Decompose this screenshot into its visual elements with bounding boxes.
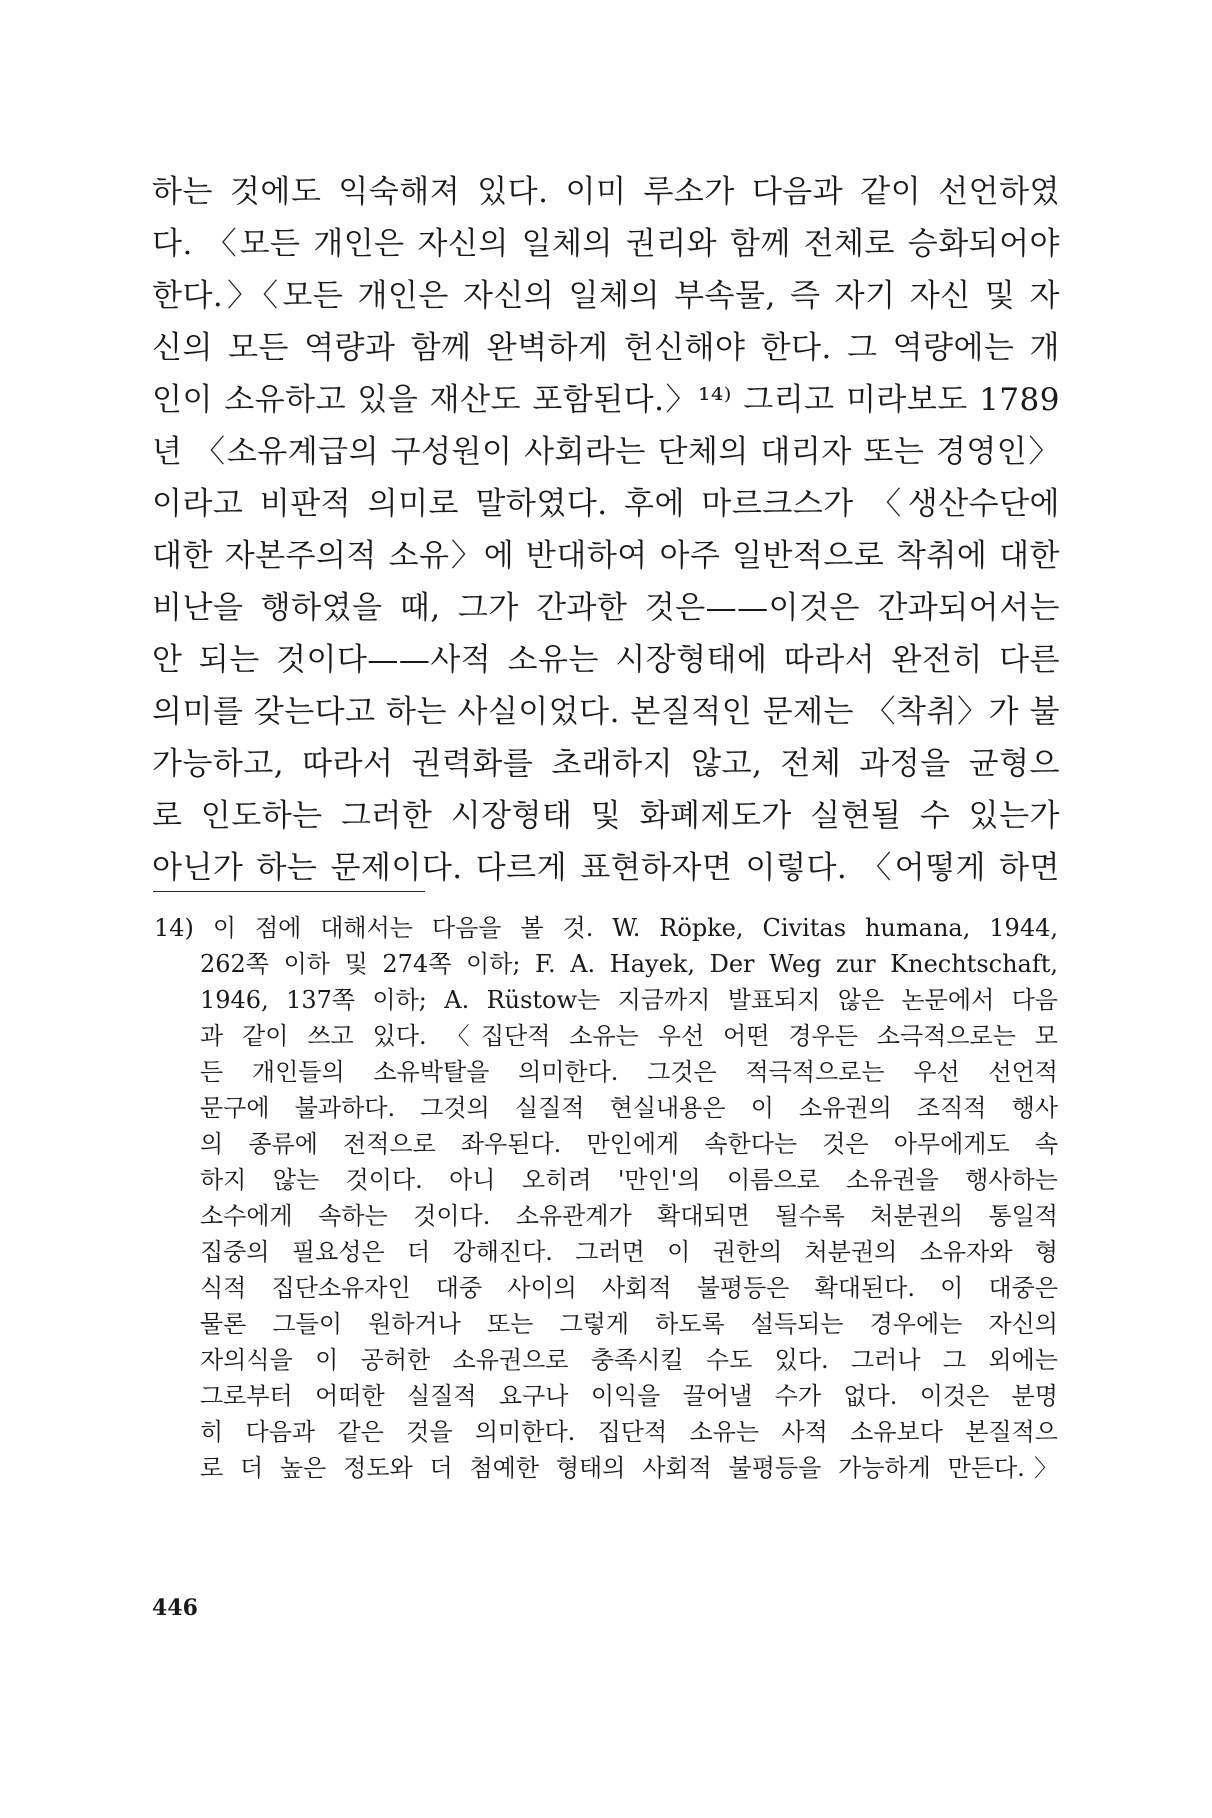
footnote-line: 과 같이 쓰고 있다. 〈집단적 소유는 우선 어떤 경우든 소극적으로는 모 [200, 1022, 1058, 1050]
footnote-line: 14) 이 점에 대해서는 다음을 볼 것. W. Röpke, Civitas humana, 1944, [154, 914, 1058, 942]
footnote-line: 소수에게 속하는 것이다. 소유관계가 확대되면 될수록 처분권의 통일적 [200, 1202, 1058, 1230]
footnote-line: 식적 집단소유자인 대중 사이의 사회적 불평등은 확대된다. 이 대중은 [200, 1274, 1058, 1302]
body-line: 신의 모든 역량과 함께 완벽하게 헌신해야 한다. 그 역량에는 개 [152, 330, 1060, 366]
footnote-line: 든 개인들의 소유박탈을 의미한다. 그것은 적극적으로는 우선 선언적 [200, 1058, 1058, 1086]
footnote-separator [153, 891, 425, 892]
body-line: 이라고 비판적 의미로 말하였다. 후에 마르크스가 〈생산수단에 [152, 486, 1060, 522]
footnote-line: 하지 않는 것이다. 아니 오히려 '만인'의 이름으로 소유권을 행사하는 [200, 1166, 1058, 1194]
body-line: 로 인도하는 그러한 시장형태 및 화폐제도가 실현될 수 있는가 [152, 798, 1060, 834]
body-line: 아닌가 하는 문제이다. 다르게 표현하자면 이렇다. 〈어떻게 하면 [152, 850, 1060, 886]
page-number: 446 [152, 1595, 198, 1621]
footnote-line: 로 더 높은 정도와 더 첨예한 형태의 사회적 불평등을 가능하게 만든다.〉 [200, 1454, 1058, 1482]
body-line: 가능하고, 따라서 권력화를 초래하지 않고, 전체 과정을 균형으 [152, 746, 1060, 782]
body-line: 하는 것에도 익숙해져 있다. 이미 루소가 다음과 같이 선언하였 [152, 174, 1060, 210]
footnote-line: 1946, 137쪽 이하; A. Rüstow는 지금까지 발표되지 않은 논문에서 다음 [200, 986, 1058, 1014]
footnote-line: 히 다음과 같은 것을 의미한다. 집단적 소유는 사적 소유보다 본질적으 [200, 1418, 1058, 1446]
footnote-line: 집중의 필요성은 더 강해진다. 그러면 이 권한의 처분권의 소유자와 형 [200, 1238, 1058, 1266]
footnote-line: 그로부터 어떠한 실질적 요구나 이익을 끌어낼 수가 없다. 이것은 분명 [200, 1382, 1058, 1410]
footnote-line: 262쪽 이하 및 274쪽 이하; F. A. Hayek, Der Weg zur Knechtschaft, [200, 950, 1058, 978]
body-line: 안 되는 것이다——사적 소유는 시장형태에 따라서 완전히 다른 [152, 642, 1060, 678]
body-line: 년 〈소유계급의 구성원이 사회라는 단체의 대리자 또는 경영인〉 [152, 434, 1060, 470]
body-line: 의미를 갖는다고 하는 사실이었다. 본질적인 문제는 〈착취〉가 불 [152, 694, 1060, 730]
footnote-line: 물론 그들이 원하거나 또는 그렇게 하도록 설득되는 경우에는 자신의 [200, 1310, 1058, 1338]
body-line: 비난을 행하였을 때, 그가 간과한 것은——이것은 간과되어서는 [152, 590, 1060, 626]
body-line: 다. 〈모든 개인은 자신의 일체의 권리와 함께 전체로 승화되어야 [152, 226, 1060, 262]
body-line: 한다.〉〈모든 개인은 자신의 일체의 부속물, 즉 자기 자신 및 자 [152, 278, 1060, 314]
footnote-line: 자의식을 이 공허한 소유권으로 충족시킬 수도 있다. 그러나 그 외에는 [200, 1346, 1058, 1374]
footnote-line: 의 종류에 전적으로 좌우된다. 만인에게 속한다는 것은 아무에게도 속 [200, 1130, 1058, 1158]
footnote-line: 문구에 불과하다. 그것의 실질적 현실내용은 이 소유권의 조직적 행사 [200, 1094, 1058, 1122]
body-line: 인이 소유하고 있을 재산도 포함된다.〉¹⁴⁾ 그리고 미라보도 1789 [152, 382, 1060, 418]
body-line: 대한 자본주의적 소유〉에 반대하여 아주 일반적으로 착취에 대한 [152, 538, 1060, 574]
